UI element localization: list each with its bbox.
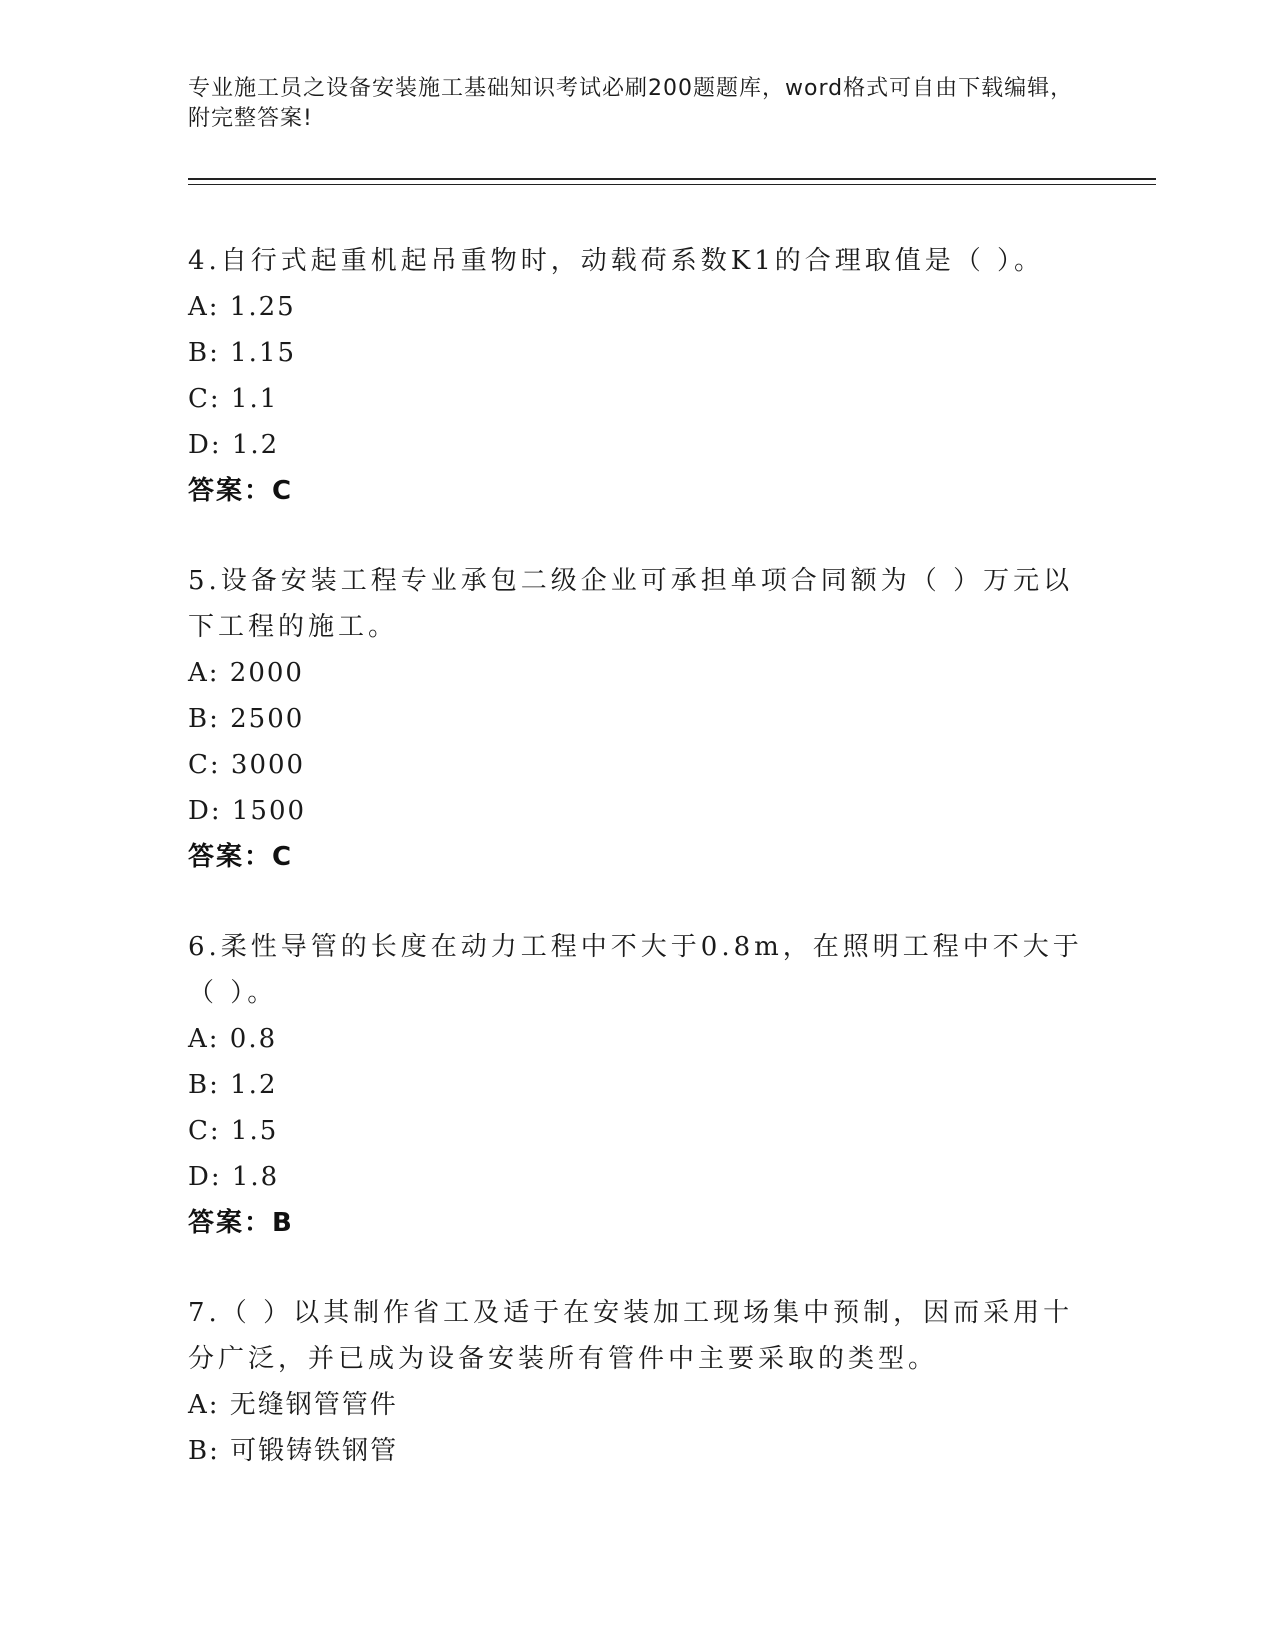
question-stem: 7.（ ）以其制作省工及适于在安装加工现场集中预制，因而采用十分广泛，并已成为设备安装所有管件中主要采取的类型。 — [188, 1298, 1074, 1374]
option-b: B: 2500 — [188, 704, 305, 734]
option-d: D: 1.2 — [188, 430, 280, 460]
option-b: B: 1.15 — [188, 338, 297, 368]
answer-line: 答案：C — [188, 842, 294, 872]
option-b: B: 可锻铸铁钢管 — [188, 1436, 399, 1466]
question-spacer — [188, 1246, 1088, 1290]
header-divider-thick — [188, 178, 1156, 180]
option-a: A: 0.8 — [188, 1024, 278, 1054]
option-b: B: 1.2 — [188, 1070, 278, 1100]
option-d: D: 1.8 — [188, 1162, 280, 1192]
question-stem: 6.柔性导管的长度在动力工程中不大于0.8m，在照明工程中不大于（ ）。 — [188, 932, 1083, 1008]
question-6 — [188, 924, 1088, 1246]
answer-line: 答案：C — [188, 476, 294, 506]
option-a: A: 1.25 — [188, 292, 296, 322]
question-list — [188, 238, 1088, 1474]
option-a: A: 无缝钢管管件 — [188, 1390, 398, 1420]
option-c: C: 1.5 — [188, 1116, 279, 1146]
question-stem: 4.自行式起重机起吊重物时，动载荷系数K1的合理取值是（ ）。 — [188, 246, 1045, 276]
question-spacer — [188, 514, 1088, 558]
option-c: C: 1.1 — [188, 384, 279, 414]
document-header: 专业施工员之设备安装施工基础知识考试必刷200题题库，word格式可自由下载编辑，附完整答案! — [188, 76, 1074, 131]
question-stem: 5.设备安装工程专业承包二级企业可承担单项合同额为（ ）万元以下工程的施工。 — [188, 566, 1074, 642]
option-c: C: 3000 — [188, 750, 306, 780]
question-4 — [188, 238, 1088, 514]
question-spacer — [188, 880, 1088, 924]
question-7 — [188, 1290, 1088, 1474]
option-d: D: 1500 — [188, 796, 307, 826]
header-divider-thin — [188, 184, 1156, 185]
answer-line: 答案：B — [188, 1208, 294, 1238]
option-a: A: 2000 — [188, 658, 304, 688]
question-5 — [188, 558, 1088, 880]
